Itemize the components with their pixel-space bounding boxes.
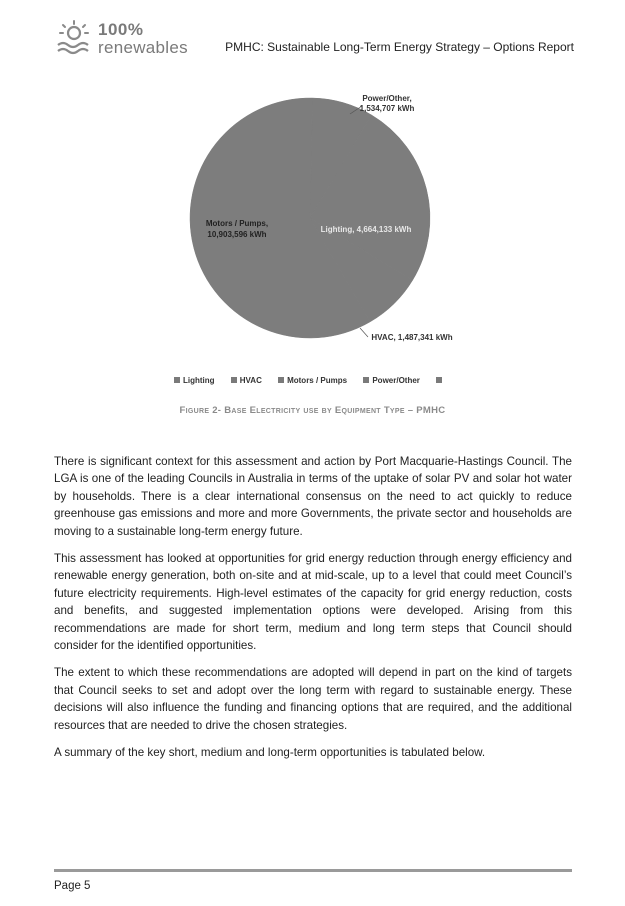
pie-slices <box>190 98 430 338</box>
legend-swatch <box>436 377 442 383</box>
logo-wordmark-bottom: renewables <box>98 38 188 57</box>
figure-caption: Figure 2- Base Electricity use by Equipment Type – PMHC <box>179 405 446 416</box>
sun-wave-logo-icon <box>54 20 94 58</box>
page-number: Page 5 <box>54 880 91 892</box>
legend-item-hvac <box>231 376 262 385</box>
report-title: PMHC: Sustainable Long-Term Energy Strategy – Options Report <box>225 40 574 54</box>
logo <box>54 18 204 62</box>
page-header <box>54 18 574 62</box>
legend-swatch <box>174 377 180 383</box>
legend-label: Motors / Pumps <box>287 376 348 385</box>
logo-wordmark-top: 100% <box>98 20 144 39</box>
footer-rule <box>54 869 572 872</box>
data-label-hvac: HVAC, 1,487,341 kWh <box>371 333 453 342</box>
data-label-motors-line2: 10,903,596 kWh <box>207 230 267 239</box>
legend-item-motors <box>278 376 347 385</box>
legend-item-empty <box>436 376 445 385</box>
data-label-lighting: Lighting, 4,664,133 kWh <box>320 225 412 234</box>
body-text <box>54 453 572 772</box>
legend-swatch <box>363 377 369 383</box>
paragraph-1: There is significant context for this assessment and action by Port Macquarie-Hastings Council. The LGA is one of the leading Councils in Australia in terms of the uptake of solar PV and solar hot water by households. There is a clear international consensus on the need to act quickly to reduce greenhouse gas emissions and more and more Governments, the private sector and households are moving to a sustainable long-term energy future. <box>54 455 572 538</box>
paragraph-4: A summary of the key short, medium and long-term opportunities is tabulated below. <box>54 746 486 760</box>
legend-item-power <box>363 376 420 385</box>
leader-line-hvac <box>360 328 368 337</box>
legend-swatch <box>278 377 284 383</box>
legend-swatch <box>231 377 237 383</box>
legend-label: Lighting <box>183 376 215 385</box>
data-label-power-line2: 1,534,707 kWh <box>359 104 415 113</box>
legend-label: Power/Other <box>372 376 420 385</box>
pie-chart <box>160 88 460 348</box>
data-label-motors-line1: Motors / Pumps, <box>205 219 269 228</box>
legend-item-lighting <box>174 376 215 385</box>
data-label-power-line1: Power/Other, <box>362 94 412 103</box>
legend-label: HVAC <box>239 376 262 385</box>
paragraph-2: This assessment has looked at opportunities for grid energy reduction through energy efficiency and renewable energy generation, both on-site and at mid-scale, up to a level that could meet Council’s future electricity requirements. High-level estimates of the capacity for grid energy reduction, costs and benefits, and suggested implementation options were developed. Arising from this recommendations are made for short term, medium and long term steps that Council should consider for the identified opportunities. <box>54 552 572 653</box>
paragraph-3: The extent to which these recommendations are adopted will depend in part on the kind of targets that Council seeks to set and adopt over the long term with regard to sustainable energy. These decisions will also influence the funding and financing options that are required, and the additional resources that are needed to drive the chosen strategies. <box>54 666 572 732</box>
chart-legend <box>174 376 459 385</box>
